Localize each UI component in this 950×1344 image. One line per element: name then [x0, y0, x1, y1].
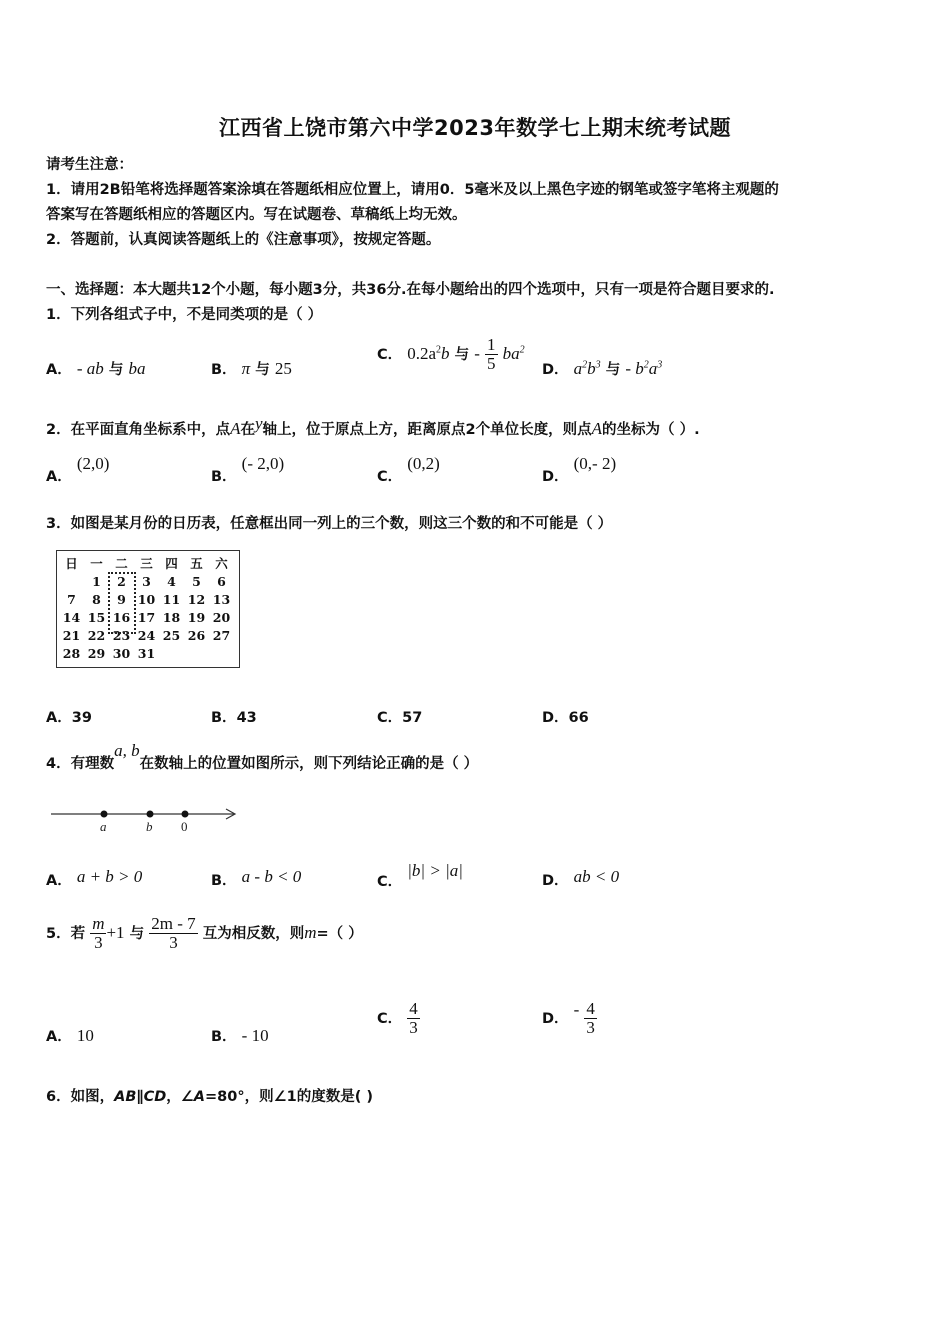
calendar-day: 25	[162, 627, 181, 643]
calendar-day: 4	[167, 573, 176, 589]
q3-option-d: D．66	[542, 710, 589, 726]
label-b: b	[146, 819, 153, 834]
calendar-day: 6	[217, 573, 226, 589]
calendar-table	[59, 554, 234, 662]
calendar-day: 1	[92, 573, 101, 589]
q5-option-a: A． 10	[46, 1026, 94, 1045]
question-2-stem: 2．在平面直角坐标系中，点A在y轴上，位于原点上方，距离原点2个单位长度，则点A的坐标为（ ）.	[46, 414, 700, 438]
expression: ba	[128, 359, 146, 378]
q3-option-c: C．57	[377, 710, 423, 726]
calendar-header-row	[59, 554, 234, 572]
calendar-day: 22	[87, 627, 106, 643]
calendar-week-row	[59, 608, 234, 626]
question-3-stem: 3．如图是某月份的日历表，任意框出同一列上的三个数，则这三个数的和不可能是（ ）	[46, 516, 613, 532]
option-label: C．	[377, 469, 403, 485]
expression: $a^2b^3$	[573, 359, 601, 378]
fraction: $\frac{4}{3}$	[586, 999, 595, 1037]
question-1-stem: 1．下列各组式子中，不是同类项的是（ ）	[46, 307, 323, 323]
calendar-day: 17	[137, 609, 156, 625]
q5-option-d: D． - $\frac{4}{3}$	[542, 999, 595, 1037]
option-label: A．	[46, 362, 72, 378]
notice-heading: 请考生注意：	[46, 157, 133, 173]
expression: $0.2a^2b$	[407, 343, 450, 363]
calendar-week-row	[59, 626, 234, 644]
q2-option-c	[377, 453, 440, 485]
calendar-weekday: 一	[90, 556, 103, 571]
calendar-day: 13	[212, 591, 231, 607]
point-a	[101, 811, 108, 818]
calendar-day: 28	[62, 645, 81, 661]
option-label: A．	[46, 469, 72, 485]
calendar-day: 2	[117, 573, 126, 589]
fraction: $\frac{2m - 7}{3}$	[151, 914, 196, 952]
q4-option-c: C． |b| > |a|	[377, 861, 463, 890]
fraction: $\frac{1}{5}$	[487, 335, 496, 373]
q3-option-a: A．39	[46, 710, 92, 726]
calendar-weekday: 三	[140, 556, 153, 571]
calendar-day: 23	[112, 627, 131, 643]
calendar-day: 24	[137, 627, 156, 643]
calendar-day	[209, 644, 234, 662]
calendar-week-row	[59, 644, 234, 662]
calendar-week-row	[59, 590, 234, 608]
expression: - ab	[76, 359, 104, 378]
calendar-figure	[56, 550, 240, 668]
q4-option-b: B． a - b < 0	[211, 867, 302, 889]
notice-line-1a: 1．请用2B铅笔将选择题答案涂填在答题纸相应位置上，请用0．5毫米及以上黑色字迹的钢笔或签字笔将主观题的	[46, 182, 779, 198]
coordinate: (2,0)	[76, 454, 110, 473]
calendar-day: 11	[162, 591, 181, 607]
option-label: D．	[542, 469, 569, 485]
calendar-day: 8	[92, 591, 101, 607]
fraction: $\frac{4}{3}$	[409, 999, 418, 1037]
calendar-day: 9	[117, 591, 126, 607]
calendar-selection-frame	[108, 572, 136, 634]
option-label: B．	[211, 469, 237, 485]
calendar-day: 20	[212, 609, 231, 625]
minus-sign: -	[474, 343, 480, 363]
q3-option-b: B．43	[211, 710, 257, 726]
number-line-figure	[46, 800, 246, 840]
coordinate: (0,- 2)	[573, 454, 617, 473]
calendar-day: 5	[192, 573, 201, 589]
fraction: $\frac{m}{3}$	[92, 914, 105, 952]
q5-option-c: C． $\frac{4}{3}$	[377, 999, 418, 1037]
page-title: 江西省上饶市第六中学2023年数学七上期末统考试题	[219, 116, 731, 140]
calendar-weekday: 五	[190, 556, 203, 571]
connector-text: 与	[255, 362, 270, 378]
calendar-day: 10	[137, 591, 156, 607]
q2-option-d	[542, 453, 617, 485]
section-heading: 一、选择题：本大题共12个小题，每小题3分，共36分.在每小题给出的四个选项中，只有一项是符合题目要求的.	[46, 282, 775, 298]
calendar-day: 31	[137, 645, 156, 661]
calendar-day: 18	[162, 609, 181, 625]
question-6-stem: 6．如图，AB∥CD，∠A=80°，则∠1的度数是( )	[46, 1089, 373, 1105]
calendar-weekday: 四	[165, 556, 178, 571]
calendar-day: 27	[212, 627, 231, 643]
calendar-day: 26	[187, 627, 206, 643]
question-4-stem: 4．有理数a, b在数轴上的位置如图所示，则下列结论正确的是（ ）	[46, 741, 479, 772]
q4-option-a: A． a + b > 0	[46, 867, 143, 889]
expression: 25	[274, 359, 292, 378]
calendar-day: 3	[142, 573, 151, 589]
calendar-day: 21	[62, 627, 81, 643]
calendar-day: 7	[67, 591, 76, 607]
coordinate: (0,2)	[407, 454, 440, 473]
connector-text: 与	[108, 362, 124, 378]
option-label: C．	[377, 346, 403, 363]
label-zero: 0	[181, 819, 188, 834]
calendar-weekday: 六	[215, 556, 228, 571]
question-5-stem: 5．若 $\frac{m}{3}$ +1 与 $\frac{2m - 7}{3}$ 互为相反数，则m=（ ）	[46, 914, 363, 952]
calendar-weekday: 二	[115, 556, 128, 571]
q1-option-a	[46, 358, 145, 379]
calendar-day	[59, 572, 84, 590]
calendar-week-row	[59, 572, 234, 590]
coordinate: (- 2,0)	[241, 454, 285, 473]
q1-option-d	[542, 358, 662, 379]
q1-option-b	[211, 358, 292, 379]
calendar-day: 14	[62, 609, 81, 625]
q5-option-b: B． - 10	[211, 1026, 269, 1045]
calendar-day: 12	[187, 591, 206, 607]
option-label: B．	[211, 362, 237, 378]
calendar-day	[184, 644, 209, 662]
calendar-day: 16	[112, 609, 131, 625]
notice-line-2: 2．答题前，认真阅读答题纸上的《注意事项》，按规定答题。	[46, 232, 441, 248]
point-b	[147, 811, 154, 818]
connector-text: 与	[605, 362, 621, 378]
calendar-day: 15	[87, 609, 106, 625]
notice-line-1b: 答案写在答题纸相应的答题区内。写在试题卷、草稿纸上均无效。	[46, 207, 467, 223]
q2-option-a	[46, 453, 110, 485]
calendar-weekday: 日	[65, 556, 78, 571]
expression: - $b^2a^3$	[625, 359, 663, 378]
calendar-day: 19	[187, 609, 206, 625]
connector-text: 与	[454, 346, 470, 363]
calendar-day: 29	[87, 645, 106, 661]
q1-option-c	[377, 336, 525, 373]
expression: π	[241, 359, 251, 378]
calendar-day	[159, 644, 184, 662]
q2-option-b	[211, 453, 285, 485]
expression: $ba^2$	[502, 343, 525, 363]
point-zero	[182, 811, 189, 818]
calendar-day: 30	[112, 645, 131, 661]
option-label: D．	[542, 362, 569, 378]
label-a: a	[100, 819, 107, 834]
q4-option-d: D． ab < 0	[542, 867, 620, 889]
